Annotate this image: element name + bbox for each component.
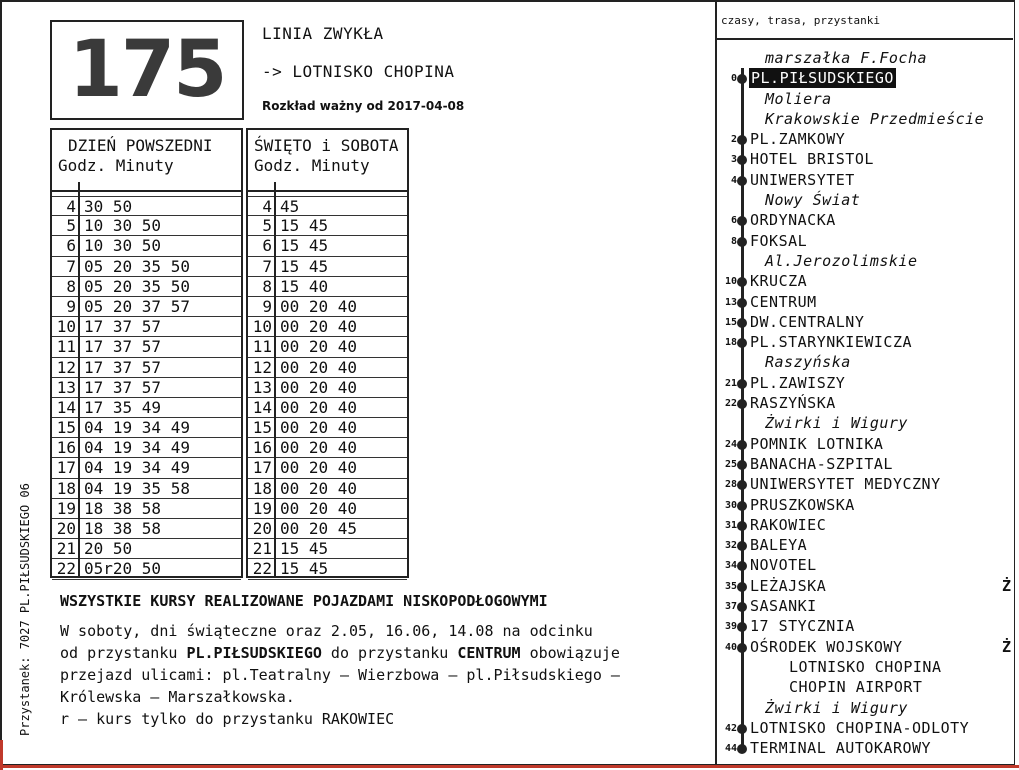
table-row [52,438,241,458]
minutes-cell: 04 19 35 58 [84,478,190,498]
route-stop [717,474,1015,494]
table-row [248,257,407,277]
minutes-cell: 17 35 49 [84,397,162,417]
stop-time: 44 [724,743,737,755]
route-stop [717,271,1015,291]
table-row [52,499,241,519]
stop-name: SASANKI [750,597,817,616]
minutes-cell: 00 20 40 [280,317,358,337]
stop-name: KRUCZA [750,272,808,291]
table-row [248,317,407,337]
holiday-header [248,130,407,192]
minutes-cell: 15 45 [280,256,329,276]
stop-name: HOTEL BRISTOL [750,150,874,169]
table-row [52,236,241,256]
stop-time: 4 [730,174,737,186]
minutes-cell: 00 20 40 [280,418,358,438]
route-list [717,48,1015,758]
hour-cell: 21 [252,539,272,559]
minutes-cell: 17 37 57 [84,337,162,357]
stop-name: ORDYNACKA [750,211,836,230]
route-stop [717,210,1015,230]
stop-dot-icon [737,216,747,226]
stop-time: 35 [724,580,737,592]
minutes-cell: 04 19 34 49 [84,458,190,478]
table-row [52,378,241,398]
hour-cell: 10 [56,317,76,337]
stop-dot-icon [737,724,747,734]
hour-cell: 5 [262,216,272,236]
hour-cell: 4 [66,197,76,216]
stop-time: 0 [730,73,737,85]
stop-name: DW.CENTRALNY [750,312,865,331]
hour-cell: 6 [262,236,272,256]
table-row [52,277,241,297]
minutes-cell: 18 38 58 [84,519,162,538]
stop-name: LOTNISKO CHOPINA-ODLOTY [750,718,970,737]
hour-cell: 7 [66,256,76,276]
weekday-table [50,128,243,578]
table-row [248,539,407,559]
minutes-cell: 20 50 [84,539,133,559]
holiday-divider [274,182,276,576]
stop-dot-icon [737,541,747,551]
line-number: 175 [68,25,226,115]
route-street [717,190,1015,210]
route-stop [717,434,1015,454]
minutes-cell: 00 20 40 [280,377,358,397]
route-street [717,352,1015,372]
route-stop [717,555,1015,575]
stop-dot-icon [737,744,747,754]
stop-name: LOTNISKO CHOPINA [789,657,942,676]
hour-cell: 6 [66,236,76,256]
stop-name: CHOPIN AIRPORT [789,678,923,697]
line-type: LINIA ZWYKŁA [262,24,384,43]
route-header: czasy, trasa, przystanki [717,2,1013,40]
hour-cell: 20 [252,519,272,538]
stop-time: 13 [724,296,737,308]
table-row [248,438,407,458]
table-row [248,418,407,438]
table-row [52,196,241,216]
stop-name: RAKOWIEC [750,515,827,534]
hour-cell: 15 [56,418,76,438]
detour-line-3: przejazd ulicami: pl.Teatralny – Wierzbowa – pl.Piłsudskiego – [60,666,620,684]
hour-cell: 14 [56,397,76,417]
route-stop [717,393,1015,413]
line-number-box [50,20,244,120]
detour-text: do przystanku [321,644,458,662]
hour-cell: 11 [252,337,272,357]
minutes-cell: 15 45 [280,559,329,579]
stop-dot-icon [737,277,747,287]
hour-cell: 20 [56,519,76,538]
route-street [717,698,1015,718]
minutes-cell: 00 20 40 [280,296,358,316]
minutes-cell: 00 20 40 [280,498,358,518]
low-floor-note: WSZYSTKIE KURSY REALIZOWANE POJAZDAMI NISKOPODŁOGOWYMI [60,592,548,610]
stop-name: PL.ZAWISZY [750,373,846,392]
minutes-cell: 17 37 57 [84,317,162,337]
minutes-cell: 05 20 35 50 [84,276,190,296]
hour-cell: 17 [56,458,76,478]
table-row [248,216,407,236]
table-row [52,257,241,277]
table-row [248,398,407,418]
detour-line-4: Królewska – Marszałkowska. [60,688,295,706]
hour-cell: 9 [262,296,272,316]
weekday-header [52,130,241,192]
table-row [52,358,241,378]
minutes-cell: 17 37 57 [84,377,162,397]
hour-cell: 11 [56,337,76,357]
hour-cell: 18 [252,478,272,498]
weekday-rows [52,192,241,580]
table-row [248,358,407,378]
street-name: Krakowskie Przedmieście [765,109,985,128]
minutes-cell: 05 20 35 50 [84,256,190,276]
hour-cell: 8 [262,276,272,296]
minutes-cell: 17 37 57 [84,357,162,377]
stop-name: TERMINAL AUTOKAROWY [750,739,932,758]
stop-name: NOVOTEL [750,556,817,575]
table-row [248,458,407,478]
minutes-cell: 04 19 34 49 [84,418,190,438]
minutes-cell: 15 45 [280,539,329,559]
street-name: Al.Jerozolimskie [765,251,918,270]
hour-cell: 22 [56,559,76,579]
stop-dot-icon [737,379,747,389]
hour-cell: 5 [66,216,76,236]
route-stop [717,231,1015,251]
route-stop [717,515,1015,535]
stop-name: RASZYŃSKA [750,394,836,413]
hour-cell: 10 [252,317,272,337]
stop-dot-icon [737,521,747,531]
route-stop [717,170,1015,190]
route-stop [717,332,1015,352]
hour-cell: 4 [262,197,272,216]
stop-time: 6 [730,215,737,227]
stop-dot-icon [737,176,747,186]
detour-text: od przystanku [60,644,187,662]
street-name: Nowy Świat [765,191,861,210]
stop-dot-icon [737,74,747,84]
minutes-cell: 04 19 34 49 [84,438,190,458]
route-stop [717,373,1015,393]
minutes-cell: 30 50 [84,197,133,216]
stop-time: 28 [724,479,737,491]
hour-cell: 15 [252,418,272,438]
stop-name: BANACHA-SZPITAL [750,454,893,473]
valid-from: Rozkład ważny od 2017-04-08 [262,99,465,113]
route-stop [717,657,1015,677]
table-row [52,418,241,438]
stop-time: 15 [724,316,737,328]
stop-time: 8 [730,235,737,247]
table-row [248,196,407,216]
street-name: marszałka F.Focha [765,49,928,67]
stop-time: 37 [724,601,737,613]
minutes-cell: 00 20 40 [280,357,358,377]
request-stop-mark: Ż [1001,576,1011,595]
route-stop [717,495,1015,515]
stop-name: CENTRUM [750,292,817,311]
hour-cell: 12 [252,357,272,377]
stop-name: OŚRODEK WOJSKOWY [750,637,903,656]
route-stop [717,312,1015,332]
edge-mark [0,765,1019,768]
stop-time: 10 [724,276,737,288]
holiday-title: ŚWIĘTO i SOBOTA [254,136,399,155]
stop-label: Przystanek: 7027 PL.PIŁSUDSKIEGO 06 [18,483,32,736]
stop-name: UNIWERSYTET [750,170,855,189]
street-name: Raszyńska [765,353,851,372]
stop-time: 31 [724,519,737,531]
stop-name: BALEYA [750,536,808,555]
stop-dot-icon [737,622,747,632]
minutes-cell: 00 20 40 [280,337,358,357]
hour-cell: 16 [252,438,272,458]
stop-dot-icon [737,338,747,348]
table-row [52,479,241,499]
stop-time: 25 [724,458,737,470]
table-row [248,479,407,499]
stop-time: 22 [724,398,737,410]
route-stop [717,129,1015,149]
holiday-rows [248,192,407,580]
stop-time: 18 [724,337,737,349]
route-street [717,413,1015,433]
stop-dot-icon [737,561,747,571]
detour-line-1: W soboty, dni świąteczne oraz 2.05, 16.06, 14.08 na odcinku [60,622,593,640]
stop-name: PL.PIŁSUDSKIEGO [751,69,894,88]
route-street [717,89,1015,109]
stop-time: 30 [724,499,737,511]
route-stop [717,596,1015,616]
route-street [717,251,1015,271]
stop-name: POMNIK LOTNIKA [750,434,884,453]
stop-name: 17 STYCZNIA [750,617,855,636]
table-row [52,317,241,337]
minutes-cell: 05 20 37 57 [84,296,190,316]
stop-dot-icon [737,480,747,490]
table-row [52,519,241,539]
table-row [52,216,241,236]
route-stop [717,454,1015,474]
table-row [248,236,407,256]
hour-cell: 17 [252,458,272,478]
hour-cell: 18 [56,478,76,498]
route-stop [717,535,1015,555]
detour-text: obowiązuje [520,644,620,662]
stop-dot-icon [737,298,747,308]
street-name: Żwirki i Wigury [765,414,908,433]
detour-stop-from: PL.PIŁSUDSKIEGO [186,644,322,662]
line-direction: -> LOTNISKO CHOPINA [262,62,455,81]
minutes-cell: 00 20 40 [280,397,358,417]
hour-cell: 22 [252,559,272,579]
stop-name: PL.ZAMKOWY [750,130,846,149]
detour-note [60,620,690,708]
table-row [248,378,407,398]
table-row [52,458,241,478]
street-name: Żwirki i Wigury [765,698,908,717]
weekday-title: DZIEŃ POWSZEDNI [68,136,213,155]
hour-cell: 19 [56,498,76,518]
route-panel [715,2,1013,764]
table-row [248,519,407,539]
table-row [52,559,241,579]
table-row [52,398,241,418]
stop-dot-icon [737,643,747,653]
minutes-cell: 00 20 45 [280,519,358,538]
hour-cell: 9 [66,296,76,316]
minutes-cell: 00 20 40 [280,458,358,478]
stop-dot-icon [737,399,747,409]
hour-cell: 19 [252,498,272,518]
stop-time: 40 [724,641,737,653]
route-stop [717,616,1015,636]
route-stop [717,149,1015,169]
stop-dot-icon [737,318,747,328]
minutes-cell: 00 20 40 [280,438,358,458]
stop-time: 3 [730,154,737,166]
route-stop [717,718,1015,738]
table-row [248,499,407,519]
stop-name: FOKSAL [750,231,808,250]
stop-time: 42 [724,722,737,734]
hour-cell: 12 [56,357,76,377]
street-name: Moliera [765,89,832,108]
minutes-cell: 15 45 [280,216,329,236]
stop-name: LEŻAJSKA [750,576,827,595]
request-stop-mark: Ż [1001,637,1011,656]
stop-dot-icon [737,602,747,612]
stop-dot-icon [737,460,747,470]
holiday-table [246,128,409,578]
hour-cell: 8 [66,276,76,296]
table-row [248,297,407,317]
minutes-cell: 10 30 50 [84,236,162,256]
hour-cell: 14 [252,397,272,417]
stop-name: UNIWERSYTET MEDYCZNY [750,475,941,494]
weekday-divider [78,182,80,576]
hour-cell: 13 [56,377,76,397]
route-street [717,48,1015,68]
stop-dot-icon [737,135,747,145]
stop-dot-icon [737,237,747,247]
route-stop [717,738,1015,758]
minutes-cell: 10 30 50 [84,216,162,236]
stop-dot-icon [737,440,747,450]
minutes-cell: 15 40 [280,276,329,296]
table-row [52,297,241,317]
r-note: r – kurs tylko do przystanku RAKOWIEC [60,710,395,728]
hour-cell: 21 [56,539,76,559]
minutes-cell: 05r20 50 [84,559,162,579]
stop-time: 34 [724,560,737,572]
minutes-cell: 45 [280,197,300,216]
minutes-cell: 18 38 58 [84,498,162,518]
minutes-cell: 15 45 [280,236,329,256]
stop-dot-icon [737,155,747,165]
stop-name: PRUSZKOWSKA [750,495,855,514]
table-row [52,337,241,357]
stop-time: 32 [724,540,737,552]
hour-cell: 13 [252,377,272,397]
holiday-col-head: Godz. Minuty [254,156,370,175]
hour-cell: 7 [262,256,272,276]
minutes-cell: 00 20 40 [280,478,358,498]
weekday-col-head: Godz. Minuty [58,156,174,175]
table-row [52,539,241,559]
table-row [248,277,407,297]
route-stop [717,576,1015,596]
detour-line-2 [60,642,690,664]
stop-dot-icon [737,501,747,511]
stop-name: PL.STARYNKIEWICZA [750,333,913,352]
route-street [717,109,1015,129]
stop-dot-icon [737,582,747,592]
hour-cell: 16 [56,438,76,458]
stop-time: 24 [724,438,737,450]
route-stop [717,292,1015,312]
table-row [248,337,407,357]
route-stop [717,68,1015,88]
stop-time: 2 [730,134,737,146]
stop-time: 39 [724,621,737,633]
table-row [248,559,407,579]
route-stop [717,637,1015,657]
detour-stop-to: CENTRUM [457,644,521,662]
stop-time: 21 [724,377,737,389]
route-stop [717,677,1015,697]
